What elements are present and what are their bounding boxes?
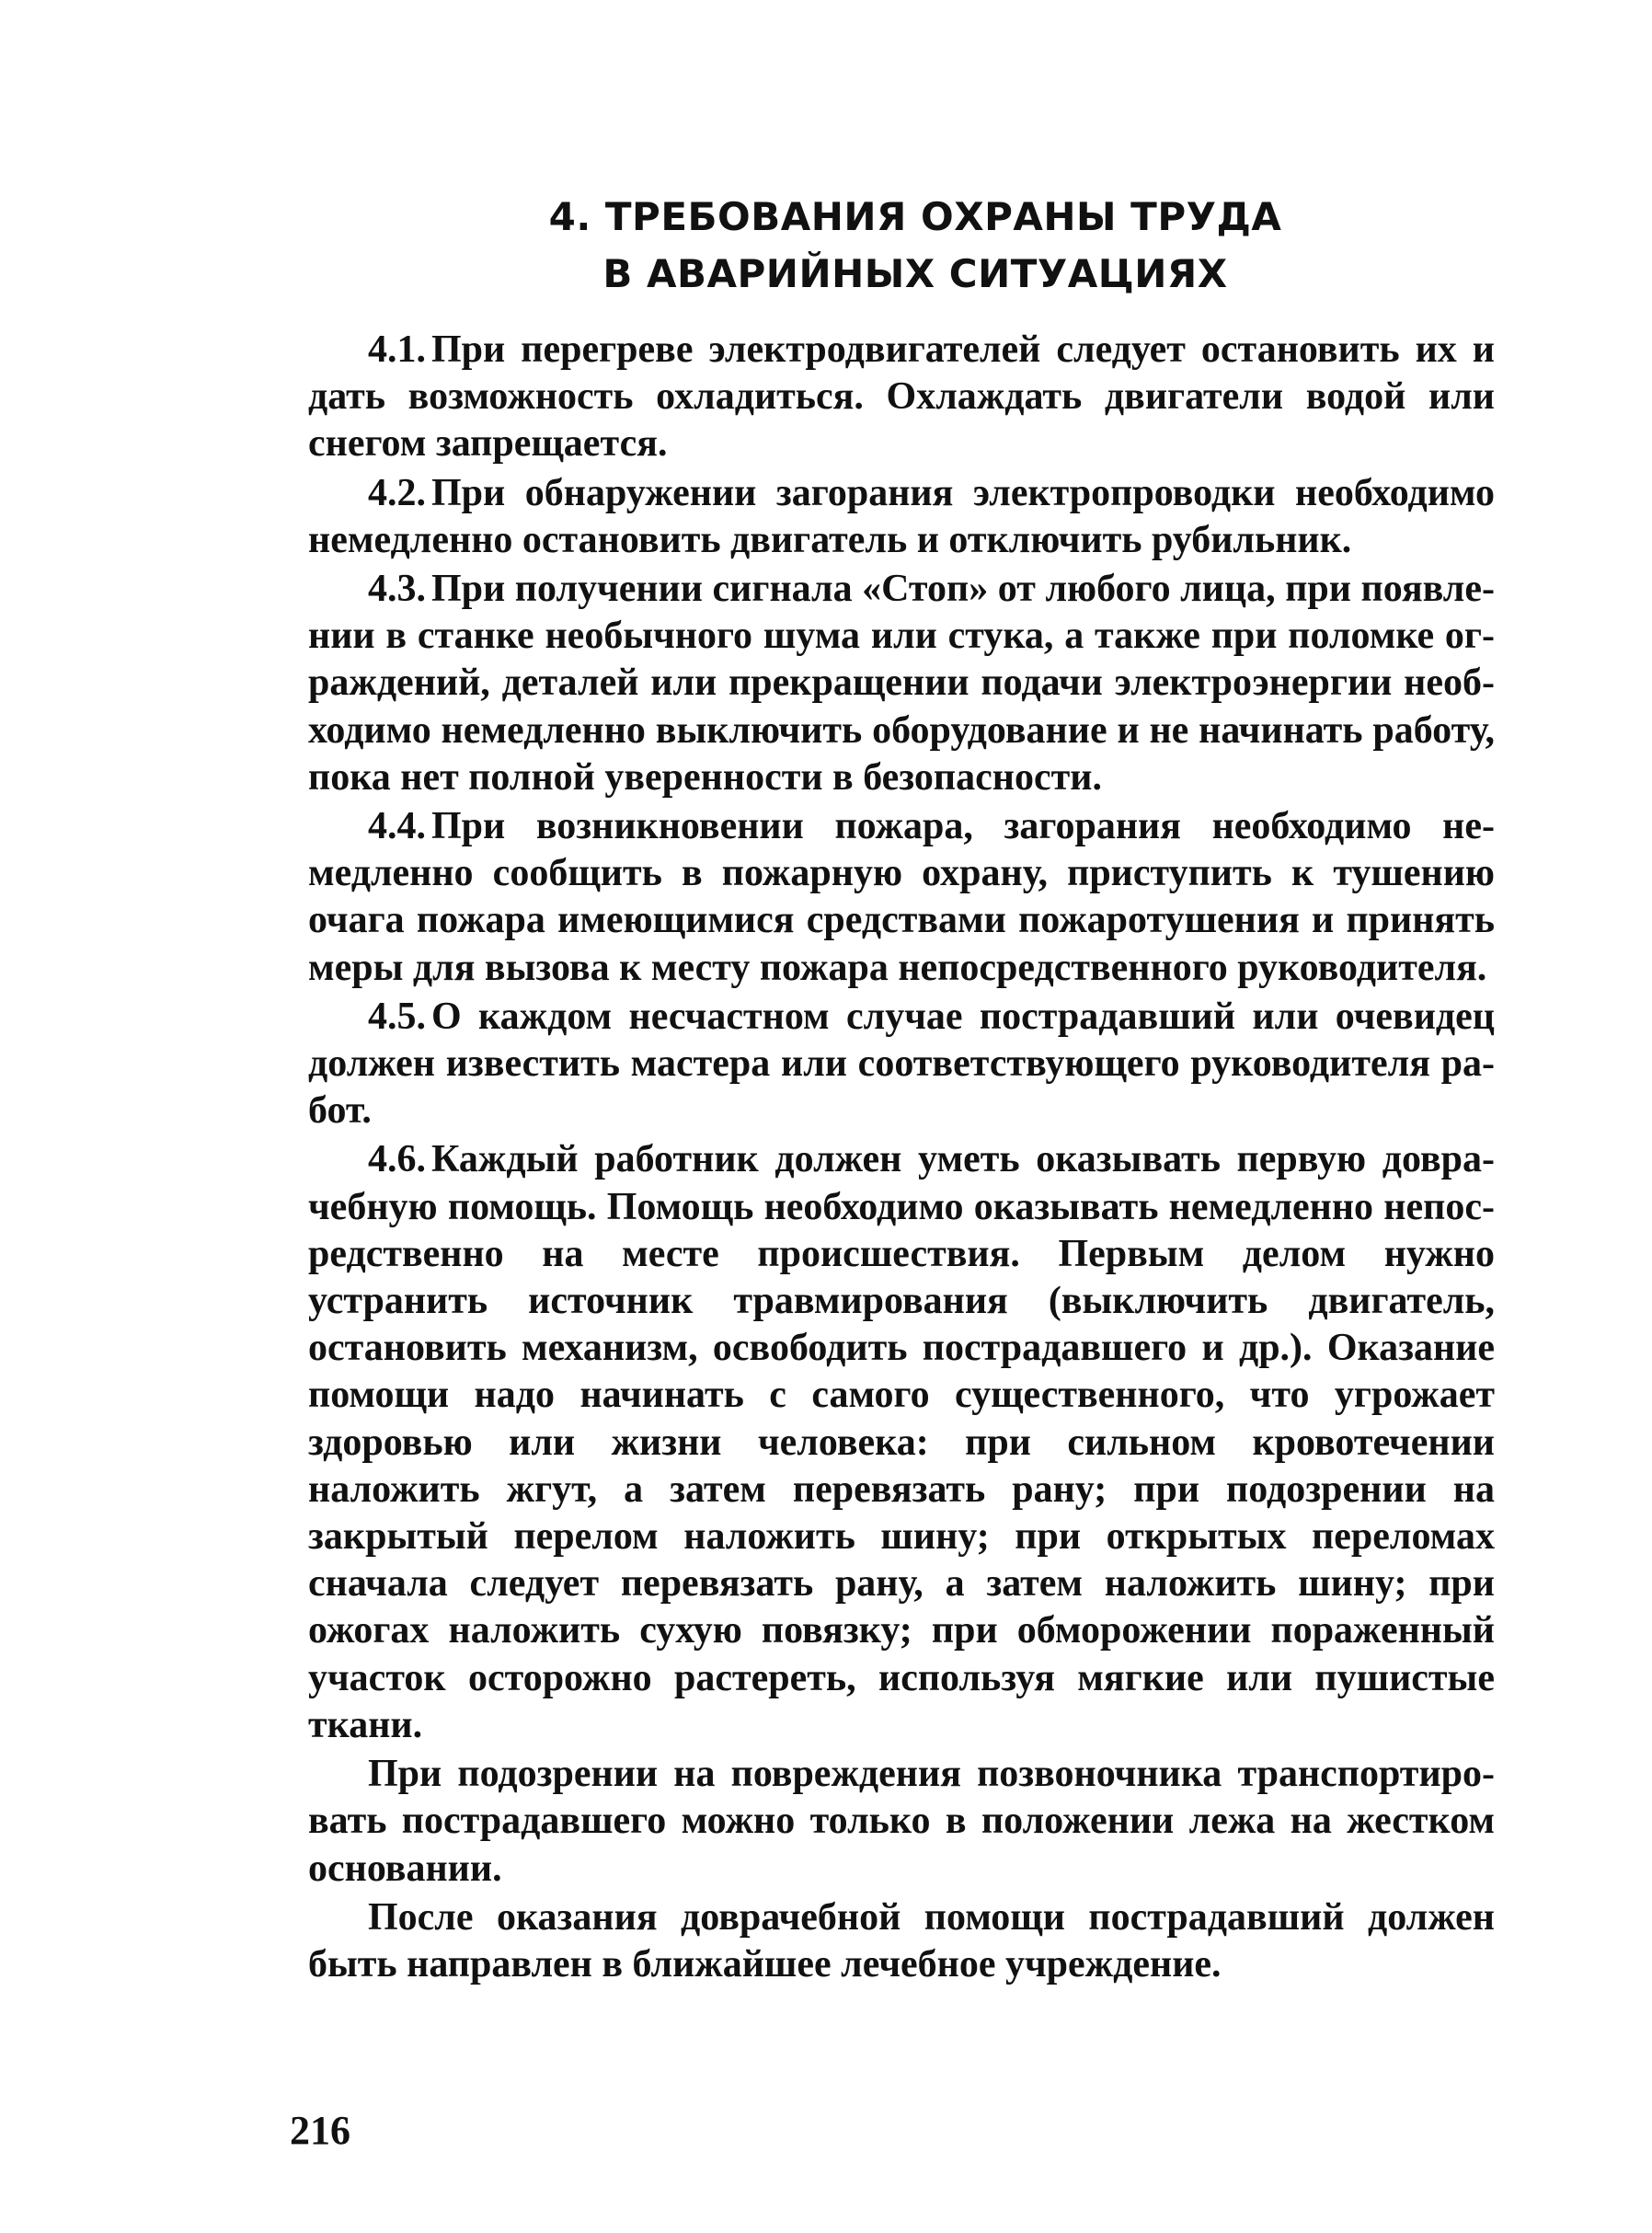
paragraph-4-2 xyxy=(308,470,1495,564)
paragraph-number: 4.4. xyxy=(368,805,426,848)
paragraph-spine-injury xyxy=(308,1751,1495,1893)
paragraph-text: При обнаружении загорания электропроводки необходимо немедленно остановить двигатель и отключить рубильник. xyxy=(308,471,1495,561)
paragraph-number: 4.2. xyxy=(368,471,426,514)
section-title-line-1: 4. ТРЕБОВАНИЯ ОХРАНЫ ТРУДА xyxy=(548,194,1282,239)
paragraph-4-1 xyxy=(308,327,1495,468)
paragraph-4-6 xyxy=(308,1136,1495,1749)
paragraph-number: 4.5. xyxy=(368,995,426,1038)
section-title-line-2: В АВАРИЙНЫХ СИТУАЦИЯХ xyxy=(602,251,1228,296)
section-title xyxy=(533,189,1297,303)
paragraph-text: При подозрении на повреждения позвоночника транспортировать пострадавшего можно только в положении лежа на жестком основании. xyxy=(308,1753,1495,1890)
paragraph-text: При получении сигнала «Стоп» от любого лица, при появлении в станке необычного шума или стука, а также при поломке ограждений, деталей или прекращении подачи электроэнергии необходимо немедленно выключить оборудование и не начинать работу, пока нет полной уверенности в безопасности. xyxy=(308,568,1495,799)
paragraph-text: После оказания доврачебной помощи пострадавший должен быть направлен в ближайшее лечебное учреждение. xyxy=(308,1895,1495,1986)
paragraph-4-5 xyxy=(308,994,1495,1135)
paragraph-text: При возникновении пожара, загорания необходимо немедленно сообщить в пожарную охрану, приступить к тушению очага пожара имеющимися средствами пожаротушения и принять меры для вызова к месту пожара непосредственного руководителя. xyxy=(308,805,1495,989)
paragraph-4-4 xyxy=(308,803,1495,992)
paragraph-text: О каждом несчастном случае пострадавший или очевидец должен известить мастера или соответствующего руководителя работ. xyxy=(308,995,1495,1133)
paragraph-number: 4.1. xyxy=(368,328,426,371)
paragraph-text: При перегреве электродвигателей следует остановить их и дать возможность охладиться. Охлаждать двигатели водой или снегом запрещается. xyxy=(308,328,1495,466)
paragraph-number: 4.3. xyxy=(368,568,426,611)
paragraph-4-3 xyxy=(308,566,1495,801)
paragraph-text: Каждый работник должен уметь оказывать первую доврачебную помощь. Помощь необходимо оказывать немедленно непосредственно на месте происшествия. Первым делом нужно устранить источник травмирования (выключить двигатель, остановить механизм, освободить пострадавшего и др.). Оказание помощи надо начинать с самого существенного, что угрожает здоровью или жизни человека: при сильном кровотечении наложить жгут, а затем перевязать рану; при подозрении на закрытый перелом наложить шину; при открытых переломах сначала следует перевязать рану, а затем наложить шину; при ожогах наложить сухую повязку; при обморожении пораженный участок осторожно растереть, используя мягкие или пушистые ткани. xyxy=(308,1138,1495,1746)
paragraph-number: 4.6. xyxy=(368,1138,426,1181)
page-number: 216 xyxy=(290,2108,350,2153)
paragraph-after-first-aid xyxy=(308,1894,1495,1988)
section-body xyxy=(308,327,1495,1990)
